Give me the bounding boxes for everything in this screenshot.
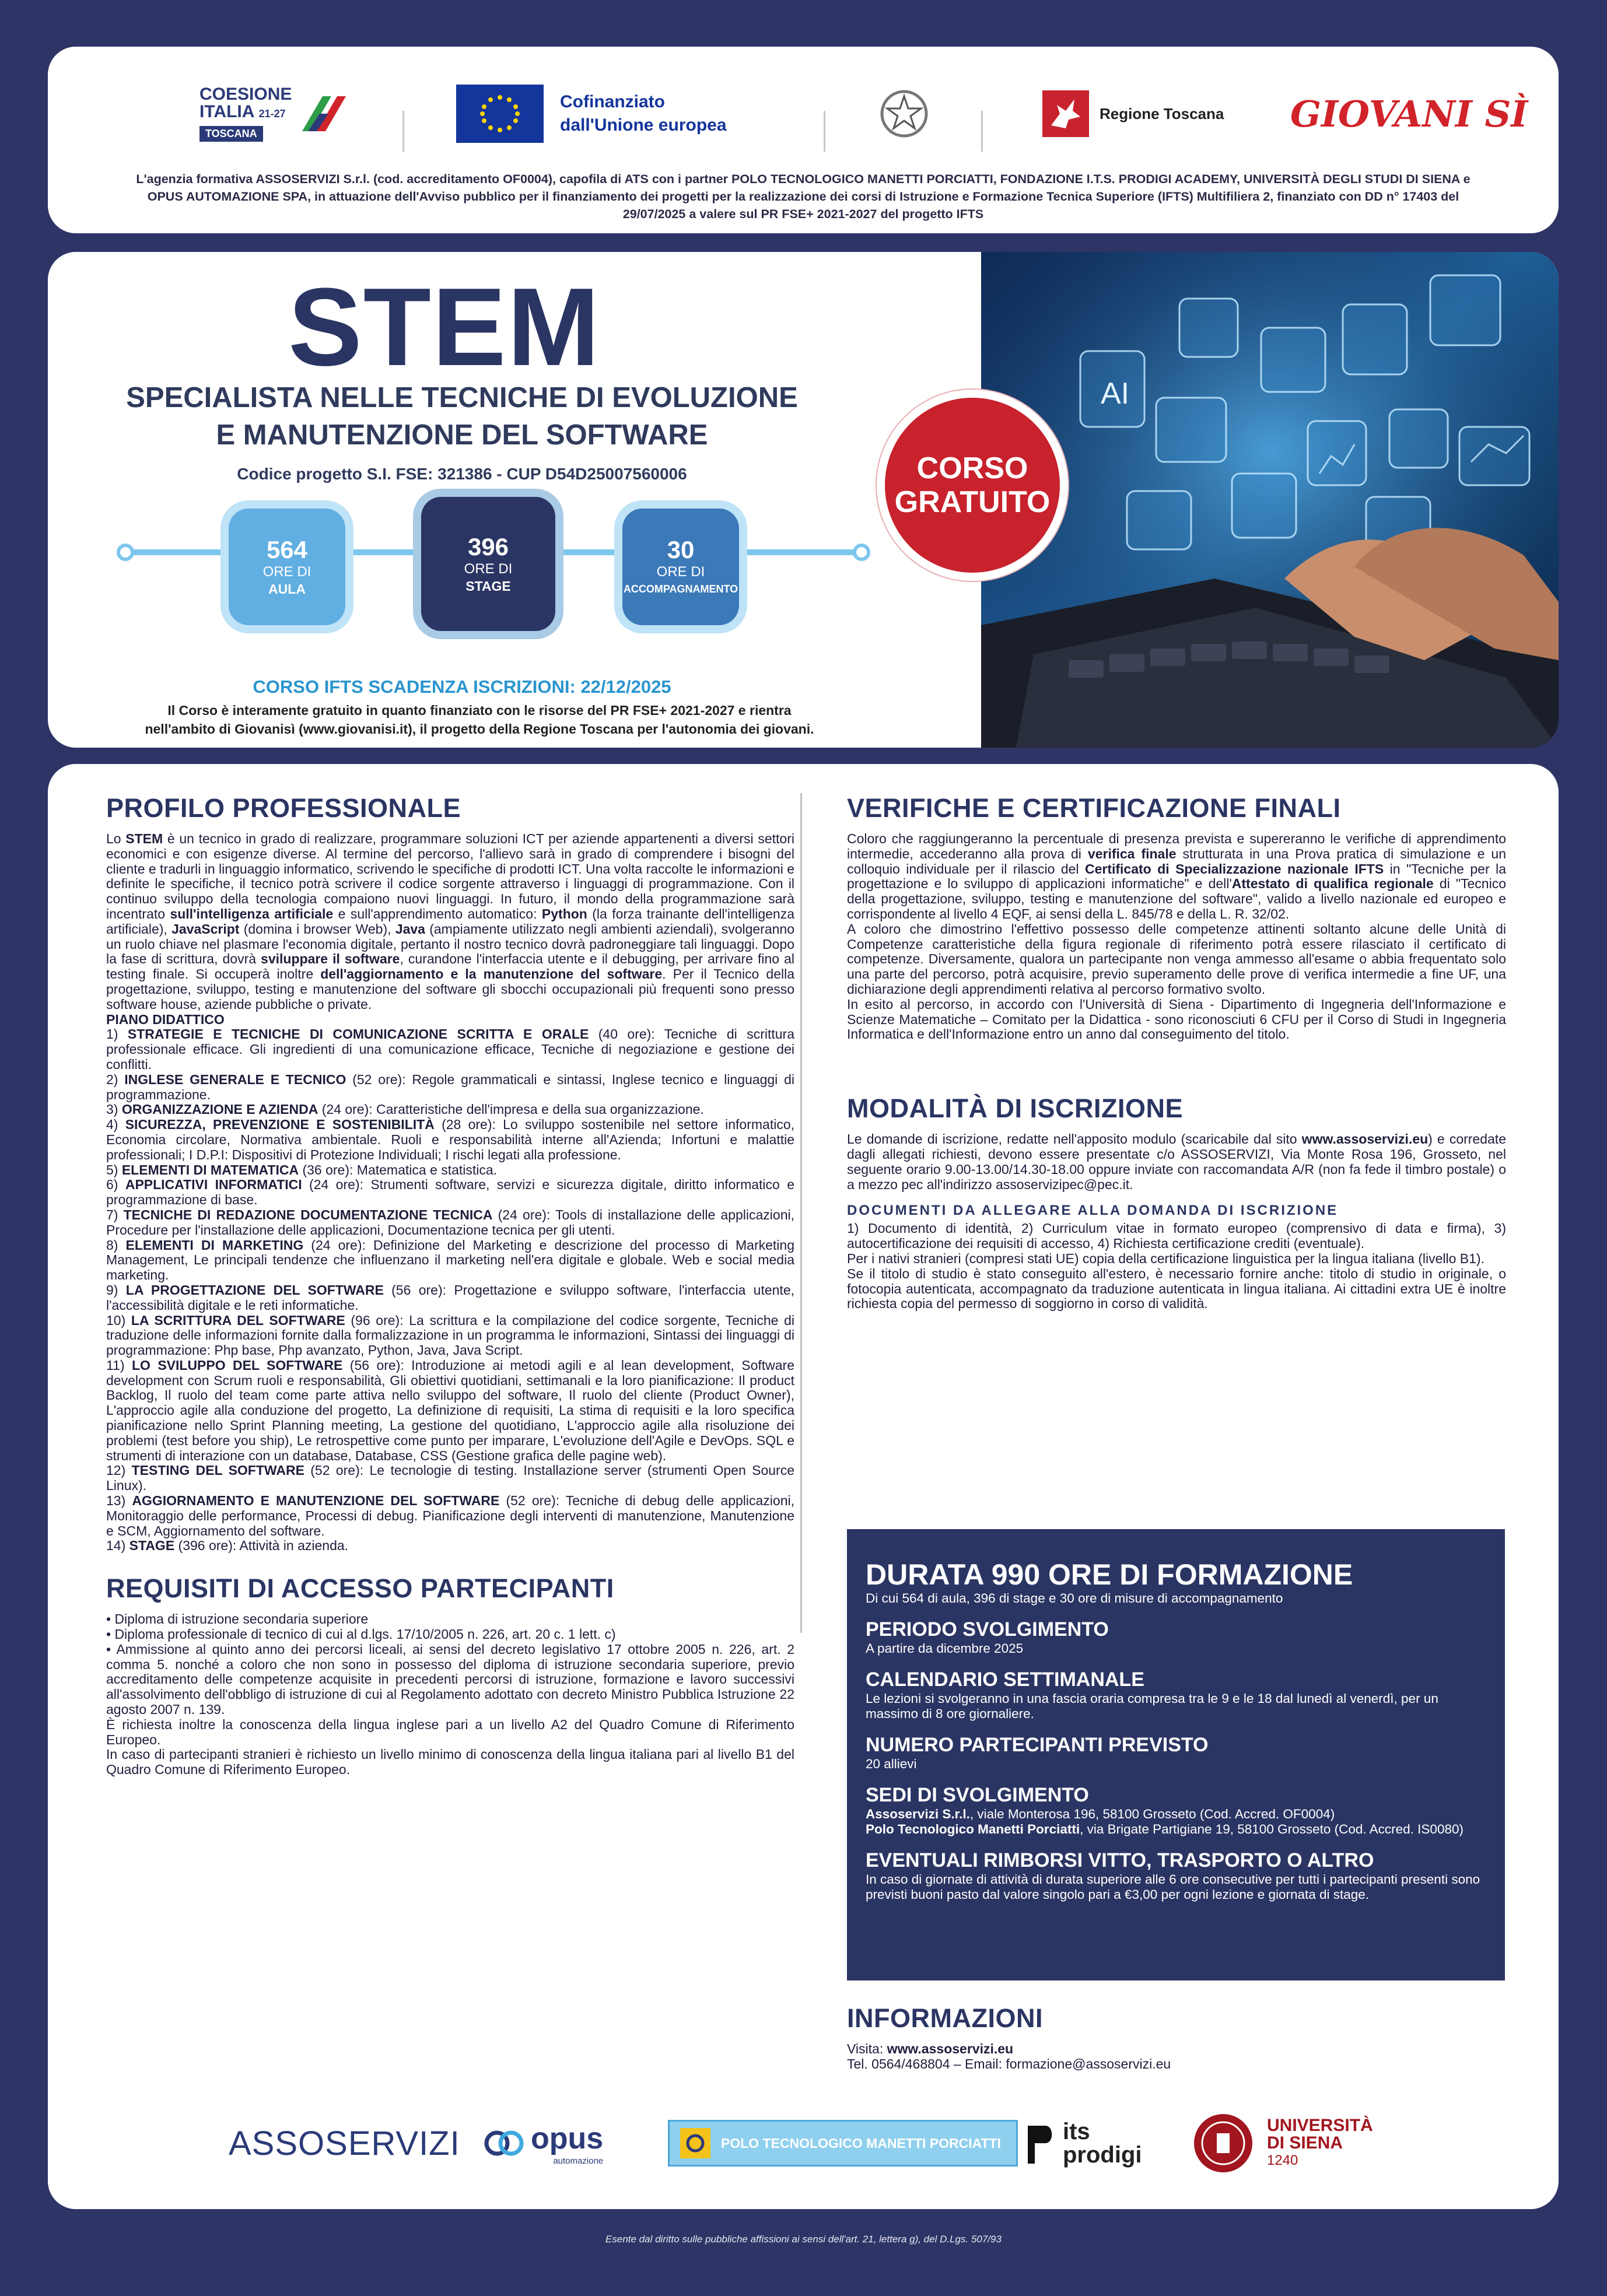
left-column	[106, 793, 794, 1778]
docs-p2: Per i nativi stranieri (compresi stati UE) copia della certificazione linguistica per la lingua italiana (livello B1).	[847, 1250, 1485, 1266]
free-course-badge	[885, 398, 1060, 573]
module-item: 11) LO SVILUPPO DEL SOFTWARE (56 ore): Introduzione ai metodi agili e al lean development, Software development con Scrum ruoli e responsabilità, Gli obiettivi quotidiani, settimanali e la loro pianificazione: Il product Backlog, Il ruolo del team come parte attiva nello sviluppo del software, Il ruolo del cliente (Product Owner), L'approccio agile alla conduzione del progetto, La definizione di requisiti, La stima di requisiti e la loro specifica pianificazione nello Sprint Planning meeting, La gestione del quotidiano, L'approccio agile alla risoluzione dei problemi (test before you ship), Le retrospettive come punto per imparare, L'evoluzione dell'Agile e DevOps. SQL e strumenti di interazione con un database, Database, CSS (Gestione grafica delle pagine web).	[106, 1357, 795, 1463]
module-name: APPLICATIVI INFORMATICI	[125, 1177, 302, 1193]
pegaso-icon	[1042, 90, 1089, 137]
module-name: INGLESE GENERALE E TECNICO	[124, 1071, 346, 1087]
funding-line-2: nell'ambito di Giovanisì (www.giovanisi.it), il progetto della Regione Toscana per l'autonomia dei giovani.	[145, 721, 814, 737]
agency-text: L'agenzia formativa ASSOSERVIZI S.r.l. (cod. accreditamento OF0004), capofila di ATS con i partner POLO TECNOLOGICO MANETTI PORCIATTI, FONDAZIONE I.T.S. PRODIGI ACADEMY, UNIVERSITÀ DEGLI STUDI DI SIENA e OPUS AUTOMAZIONE SPA, in attuazione dell'Avviso pubblico per il finanziamento dei progetti per la realizzazione dei corsi di Istruzione e Formazione Tecnica Superiore (IFTS) Multifiliera 2, finanziato con DD n° 17403 del 29/07/2025 a valere sul PR FSE+ 2021-2027 del progetto IFTS	[136, 172, 1471, 221]
logo-row	[48, 70, 1559, 157]
durata-title: DURATA 990 ORE DI FORMAZIONE	[866, 1558, 1353, 1591]
requisiti-item: In caso di partecipanti stranieri è richiesto un livello minimo di conoscenza della lingua italiana pari al livello B1 del Quadro Comune di Riferimento Europeo.	[106, 1747, 794, 1778]
module-item: 10) LA SCRITTURA DEL SOFTWARE (96 ore): La scrittura e la compilazione del codice sorgente, Tecniche di traduzione delle informazioni fornite dalla formalizzazione in un programma le informazioni, Sintassi dei linguaggi di programmazione: Php base, Php avanzato, Python, Java, Java Script.	[106, 1312, 794, 1358]
hours-stage-label: ORE DI	[464, 561, 513, 577]
footer-note: Esente dal diritto sulle pubbliche affissioni ai sensi dell'art. 21, lettera g), del D.Lgs. 507/93	[605, 2234, 1002, 2245]
eu-line2: dall'Unione europea	[560, 115, 727, 135]
module-name: ORGANIZZAZIONE E AZIENDA	[121, 1102, 318, 1117]
module-name: TECNICHE DI REDAZIONE DOCUMENTAZIONE TECNICA	[123, 1207, 493, 1222]
giovani-word: GIOVANI	[1290, 92, 1472, 135]
hours-stage-kind: STAGE	[465, 579, 511, 594]
polo-tecnologico-logo	[668, 2120, 1018, 2167]
subtitle-line-2: E MANUTENZIONE DEL SOFTWARE	[216, 419, 708, 451]
docs-title: DOCUMENTI DA ALLEGARE ALLA DOMANDA DI ISCRIZIONE	[847, 1203, 1339, 1219]
module-item: 13) AGGIORNAMENTO E MANUTENZIONE DEL SOFTWARE (52 ore): Tecniche di debug delle applicazioni, Monitoraggio delle performance, Processi di debug. Pianificazione degli interventi di manutenzione, Manutenzione e SCM, Aggiornamento del software.	[106, 1493, 794, 1538]
module-item: 8) ELEMENTI DI MARKETING (24 ore): Definizione del Marketing e descrizione del processo di Marketing Management, Le principali tendenze che influenzano il marketing nell'era digitale e globale. Web e social media marketing.	[106, 1237, 794, 1283]
modalita-title: MODALITÀ DI ISCRIZIONE	[847, 1093, 1183, 1124]
partecipanti-title: NUMERO PARTECIPANTI PREVISTO	[866, 1734, 1209, 1756]
track-dot	[853, 544, 870, 561]
giovani-si: SÌ	[1485, 92, 1528, 135]
sedi-title: SEDI DI SVOLGIMENTO	[866, 1784, 1089, 1806]
polo-gear-icon	[678, 2126, 713, 2161]
module-item: 14) STAGE (396 ore): Attività in azienda.	[106, 1538, 349, 1554]
hero-panel	[48, 252, 1559, 748]
requisiti-title: REQUISITI DI ACCESSO PARTECIPANTI	[106, 1573, 614, 1604]
its-word: its	[1063, 2119, 1090, 2144]
hours-aula	[229, 509, 345, 625]
verifiche-p2: A coloro che dimostrino l'effettivo possesso delle competenze attinenti soltanto alcune delle Unità di Competenze caratteristiche della figura regionale di riferimento potrà essere rilasciato il certificato di competenze. Diversamente, qualora un partecipante non venga ammesso all'esame o abbia frequentato solo una parte del percorso, potrà acquisire, previo superamento delle prove di verifica intermedie a fine UF, una dichiarazione degli apprendimenti relativa al percorso formativo svolto.	[847, 921, 1506, 997]
enrollment-deadline: CORSO IFTS SCADENZA ISCRIZIONI: 22/12/2025	[253, 676, 671, 697]
its-sub: prodigi	[1063, 2142, 1142, 2168]
informazioni-title: INFORMAZIONI	[847, 2003, 1043, 2033]
rimborsi-title: EVENTUALI RIMBORSI VITTO, TRASPORTO O ALTRO	[866, 1849, 1374, 1871]
module-name: ELEMENTI DI MARKETING	[125, 1237, 304, 1253]
calendario-title: CALENDARIO SETTIMANALE	[866, 1668, 1144, 1691]
eu-cofinanziato-logo	[456, 70, 727, 157]
docs-p3: Se il titolo di studio è stato conseguito all'estero, è necessario fornire anche: titolo di studio in originale, o fotocopia autenticata, accompagnato da traduzione autenticata in lingua italiana. Ai cittadini extra UE è inoltre richiesta copia del permesso di soggiorno in corso di validità.	[847, 1266, 1506, 1312]
module-item: 12) TESTING DEL SOFTWARE (52 ore): Le tecnologie di testing. Installazione server (strumenti Open Source Linux).	[106, 1463, 794, 1494]
module-item: 6) APPLICATIVI INFORMATICI (24 ore): Strumenti software, servizi e sicurezza digitale, diritto informatico e programmazione di base.	[106, 1177, 794, 1208]
durata-text: Di cui 564 di aula, 396 di stage e 30 ore di misure di accompagnamento	[866, 1591, 1283, 1606]
header-divider	[981, 111, 983, 152]
opus-logo	[484, 2099, 603, 2187]
project-code: Codice progetto S.I. FSE: 321386 - CUP D54D25007560006	[237, 465, 687, 483]
informazioni-contatti: Tel. 0564/468804 – Email: formazione@assoservizi.eu	[847, 2056, 1171, 2071]
coesione-years: 21-27	[258, 108, 286, 120]
partecipanti-text: 20 allievi	[866, 1757, 917, 1771]
its-mark-icon	[1022, 2120, 1057, 2167]
module-name: LO SVILUPPO DEL SOFTWARE	[131, 1357, 343, 1373]
coesione-line1: COESIONE	[199, 85, 292, 104]
module-list	[106, 1027, 794, 1554]
header-divider	[824, 111, 825, 152]
repubblica-emblem	[879, 70, 929, 157]
docs-p1: 1) Documento di identità, 2) Curriculum vitae in formato europeo (comprensivo di data e firma), 3) autocertificazione dei requisiti di accesso, 4) Richiesta certificazione crediti (eventuale).	[847, 1221, 1506, 1252]
hours-aula-label: ORE DI	[262, 564, 311, 580]
unisi-line-2: DI SIENA	[1267, 2133, 1343, 2153]
hours-stage-number: 396	[467, 533, 509, 560]
course-title: STEM	[288, 265, 601, 389]
repubblica-star-icon	[879, 87, 929, 140]
hours-aula-number: 564	[266, 536, 308, 563]
verifiche-p1: Coloro che raggiungeranno la percentuale di presenza prevista e supereranno le verifiche di apprendimento intermedie, accederanno alla prova di verifica finale strutturata in una Prova pratica di simulazione e un colloquio individuale per il rilascio del Certificato di Specializzazione nazionale IFTS in "Tecniche per la progettazione e lo sviluppo di applicazioni informatiche" e dell'Attestato di qualifica regionale di "Tecnico della progettazione, sviluppo, testing e manutenzione del software", valido a livello nazionale ed europeo e corrispondente al livello 4 EQF, ai sensi della L. 845/78 e della L. R. 32/02.	[847, 831, 1506, 921]
unisi-line-1: UNIVERSITÀ	[1267, 2116, 1373, 2135]
coesione-line2: ITALIA	[199, 102, 254, 121]
unisi-seal-icon	[1191, 2111, 1255, 2175]
verifiche-title: VERIFICHE E CERTIFICAZIONE FINALI	[847, 793, 1341, 823]
eu-line1: Cofinanziato	[560, 92, 665, 111]
calendario-text: Le lezioni si svolgeranno in una fascia oraria compresa tra le 9 e le 18 dal lunedì al venerdì, per un massimo di 8 ore giornaliere.	[866, 1691, 1438, 1721]
module-item: 9) LA PROGETTAZIONE DEL SOFTWARE (56 ore): Progettazione e sviluppo software, l'interfaccia utente, l'accessibilità digitale e le reti informatiche.	[106, 1282, 795, 1313]
hours-stage	[421, 497, 555, 631]
header-divider	[402, 111, 404, 152]
module-name: STAGE	[129, 1538, 175, 1554]
hours-acc-kind: ACCOMPAGNAMENTO	[623, 583, 738, 595]
column-divider	[800, 793, 802, 1633]
informazioni-visita: Visita: www.assoservizi.eu	[847, 2041, 1014, 2056]
requisiti-item: • Diploma professionale di tecnico di cui al d.lgs. 17/10/2005 n. 226, art. 20 c. 1 lett. c)	[106, 1627, 616, 1642]
modalita-p1: Le domande di iscrizione, redatte nell'apposito modulo (scaricabile dal sito www.assoservizi.eu) e corredate dagli allegati richiesti, devono essere presentate c/o ASSOSERVIZI, Via Monte Rosa 196, Grosseto, nel seguente orario 9.00-13.00/14.30-18.00 oppure inviate con raccomandata A/R (non fa fede il timbro postale) o a mezzo pec all'indirizzo assoservizipec@pec.it.	[847, 1131, 1506, 1192]
track-dot	[117, 544, 134, 561]
hours-accompagnamento	[622, 509, 739, 625]
profilo-title: PROFILO PROFESSIONALE	[106, 793, 461, 823]
hours-acc-number: 30	[667, 536, 695, 563]
rimborsi-text: In caso di giornate di attività di durata superiore alle 6 ore consecutive per tutti i partecipanti presenti sono previsti buoni pasto dal valore singolo pari a €3,00 per ogni lezione e giornata di stage.	[866, 1872, 1480, 1902]
piano-title: PIANO DIDATTICO	[106, 1011, 225, 1027]
header-panel	[48, 47, 1559, 233]
coesione-arrow-icon	[296, 90, 349, 137]
laptop-illustration-icon	[981, 252, 1559, 748]
hours-aula-kind: AULA	[268, 581, 306, 597]
opus-word: opus	[531, 2121, 604, 2155]
funding-note	[83, 701, 876, 738]
eu-flag-icon	[456, 85, 544, 143]
opus-mark-icon	[484, 2129, 525, 2158]
course-info-box	[847, 1529, 1505, 1980]
periodo-title: PERIODO SVOLGIMENTO	[866, 1618, 1109, 1640]
requisiti-item: • Ammissione al quinto anno dei percorsi liceali, ai sensi del decreto legislativo 17 ottobre 2005 n. 226, art. 2 comma 5. nonché a coloro che non sono in possesso del diploma di istruzione secondaria superiore, previo accreditamento delle competenze acquisite in precedenti percorsi di istruzione, formazione e lavoro successivi all'assolvimento dell'obbligo di istruzione di cui al Regolamento adottato con decreto Ministro Pubblica Istruzione 22 agosto 2007 n. 139.	[106, 1641, 794, 1717]
module-item: 3) ORGANIZZAZIONE E AZIENDA (24 ore): Caratteristiche dell'impresa e della sua organizzazione.	[106, 1102, 704, 1117]
its-prodigi-logo	[1022, 2099, 1142, 2187]
periodo-text: A partire da dicembre 2025	[866, 1641, 1024, 1656]
opus-sub: automazione	[553, 2155, 604, 2166]
unisi-line-3: 1240	[1267, 2153, 1298, 2168]
requisiti-item: • Diploma di istruzione secondaria superiore	[106, 1611, 369, 1627]
requisiti-item: È richiesta inoltre la conoscenza della lingua inglese pari a un livello A2 del Quadro Comune di Riferimento Europeo.	[106, 1716, 794, 1747]
svg-text:AI: AI	[1101, 377, 1130, 411]
module-name: LA SCRITTURA DEL SOFTWARE	[131, 1312, 345, 1328]
coesione-badge: TOSCANA	[199, 126, 263, 142]
subtitle-line-1: SPECIALISTA NELLE TECNICHE DI EVOLUZIONE	[126, 382, 798, 413]
course-subtitle	[48, 379, 876, 454]
funding-line-1: Il Corso è interamente gratuito in quanto finanziato con le risorse del PR FSE+ 2021-2027 e rientra	[167, 703, 792, 718]
module-name: TESTING DEL SOFTWARE	[131, 1463, 304, 1478]
module-name: STRATEGIE E TECNICHE DI COMUNICAZIONE SCRITTA E ORALE	[127, 1026, 589, 1042]
module-item: 2) INGLESE GENERALE E TECNICO (52 ore): Regole grammaticali e sintassi, Inglese tecnico e linguaggi di programmazione.	[106, 1071, 795, 1102]
badge-line-2: GRATUITO	[894, 485, 1051, 519]
polo-label: POLO TECNOLOGICO MANETTI PORCIATTI	[721, 2135, 1002, 2151]
partner-logos	[48, 2099, 1559, 2187]
module-item: 4) SICUREZZA, PREVENZIONE E SOSTENIBILITÀ (28 ore): Lo sviluppo sostenibile nel settore informatico, Economia circolare, Normativa ambientale. Ruoli e responsabilità interne all'Azienda; Infortuni e malattie professionali; I D.P.I: Dispositivi di Protezione Individuali; I rischi legati alla professione.	[106, 1117, 794, 1162]
website-link[interactable]: www.assoservizi.eu	[887, 2041, 1014, 2056]
module-item: 5) ELEMENTI DI MATEMATICA (36 ore): Matematica e statistica.	[106, 1162, 498, 1177]
laptop-ai-photo	[981, 252, 1559, 748]
assoservizi-logo: ASSOSERVIZI	[229, 2124, 460, 2162]
giovanisi-logo	[1290, 70, 1528, 157]
badge-line-1: CORSO	[916, 451, 1028, 485]
right-column	[847, 793, 1506, 1312]
toscana-label: Regione Toscana	[1100, 104, 1224, 122]
informazioni-section	[847, 2003, 1506, 2072]
requisiti-list	[106, 1612, 794, 1778]
module-name: LA PROGETTAZIONE DEL SOFTWARE	[125, 1282, 384, 1298]
body-panel	[48, 764, 1559, 2209]
coesione-italia-logo	[199, 70, 349, 157]
hours-acc-label: ORE DI	[656, 564, 705, 580]
module-name: SICUREZZA, PREVENZIONE E SOSTENIBILITÀ	[125, 1117, 435, 1133]
profilo-text: Lo STEM è un tecnico in grado di realizzare, programmare soluzioni ICT per aziende appartenenti a diversi settori economici e con esigenze diverse. Al termine del percorso, l'allievo sarà in grado di comprendere i bisogni del cliente e tradurli in linguaggio informatico, scrivendo le specifiche di prodotti ICT. Una volta raccolte le informazioni e definite le specifiche, il tecnico potrà scrivere il codice sorgente attraverso i linguaggi di programmazione. Con il continuo sviluppo della tecnologia compaiono nuovi linguaggi. In futuro, il mondo della programmazione sarà incentrato sull'intelligenza artificiale e sull'apprendimento automatico: Python (la forza trainante dell'intelligenza artificiale), JavaScript (domina i browser Web), Java (ampiamente utilizzato negli ambienti aziendali), svolgeranno un ruolo chiave nel plasmare l'economia digitale, pertanto il nostro tecnico dovrà padroneggiare tali linguaggi. Dopo la fase di scrittura, dovrà sviluppare il software, curandone l'interfaccia utente e il debugging, per arrivare fino al testing finale. Si occuperà inoltre dell'aggiornamento e la manutenzione del software. Per il Tecnico della progettazione, sviluppo, testing e manutenzione del software gli sbocchi occupazionali più frequenti sono presso software house, aziende pubbliche o private.	[106, 831, 795, 1012]
unisi-logo	[1191, 2099, 1373, 2187]
sedi-text: Assoservizi S.r.l., viale Monterosa 196, 58100 Grosseto (Cod. Accred. OF0004) Polo Tecnologico Manetti Porciatti, via Brigate Partigiane 19, 58100 Grosseto (Cod. Accred. IS0080)	[866, 1807, 1464, 1836]
module-name: AGGIORNAMENTO E MANUTENZIONE DEL SOFTWARE	[132, 1493, 500, 1509]
verifiche-p3: In esito al percorso, in accordo con l'Università di Siena - Dipartimento di Ingegneria dell'Informazione e Scienze Matematiche – Comitato per la Didattica - sono riconosciuti 6 CFU per il Corso di Studi in Ingegneria Informatica e dell'Informazione entro un anno dal conseguimento del titolo.	[847, 996, 1506, 1042]
regione-toscana-logo	[1042, 70, 1224, 157]
module-item: 7) TECNICHE DI REDAZIONE DOCUMENTAZIONE TECNICA (24 ore): Tools di installazione delle applicazioni, Procedure per l'installazione delle applicazioni, Documentazione tecnica per gli utenti.	[106, 1207, 794, 1238]
module-item: 1) STRATEGIE E TECNICHE DI COMUNICAZIONE SCRITTA E ORALE (40 ore): Tecniche di scrittura professionale efficace. Gli ingredienti di una comunicazione efficace, Tecniche di negoziazione e gestione dei conflitti.	[106, 1026, 794, 1072]
module-name: ELEMENTI DI MATEMATICA	[121, 1162, 299, 1177]
